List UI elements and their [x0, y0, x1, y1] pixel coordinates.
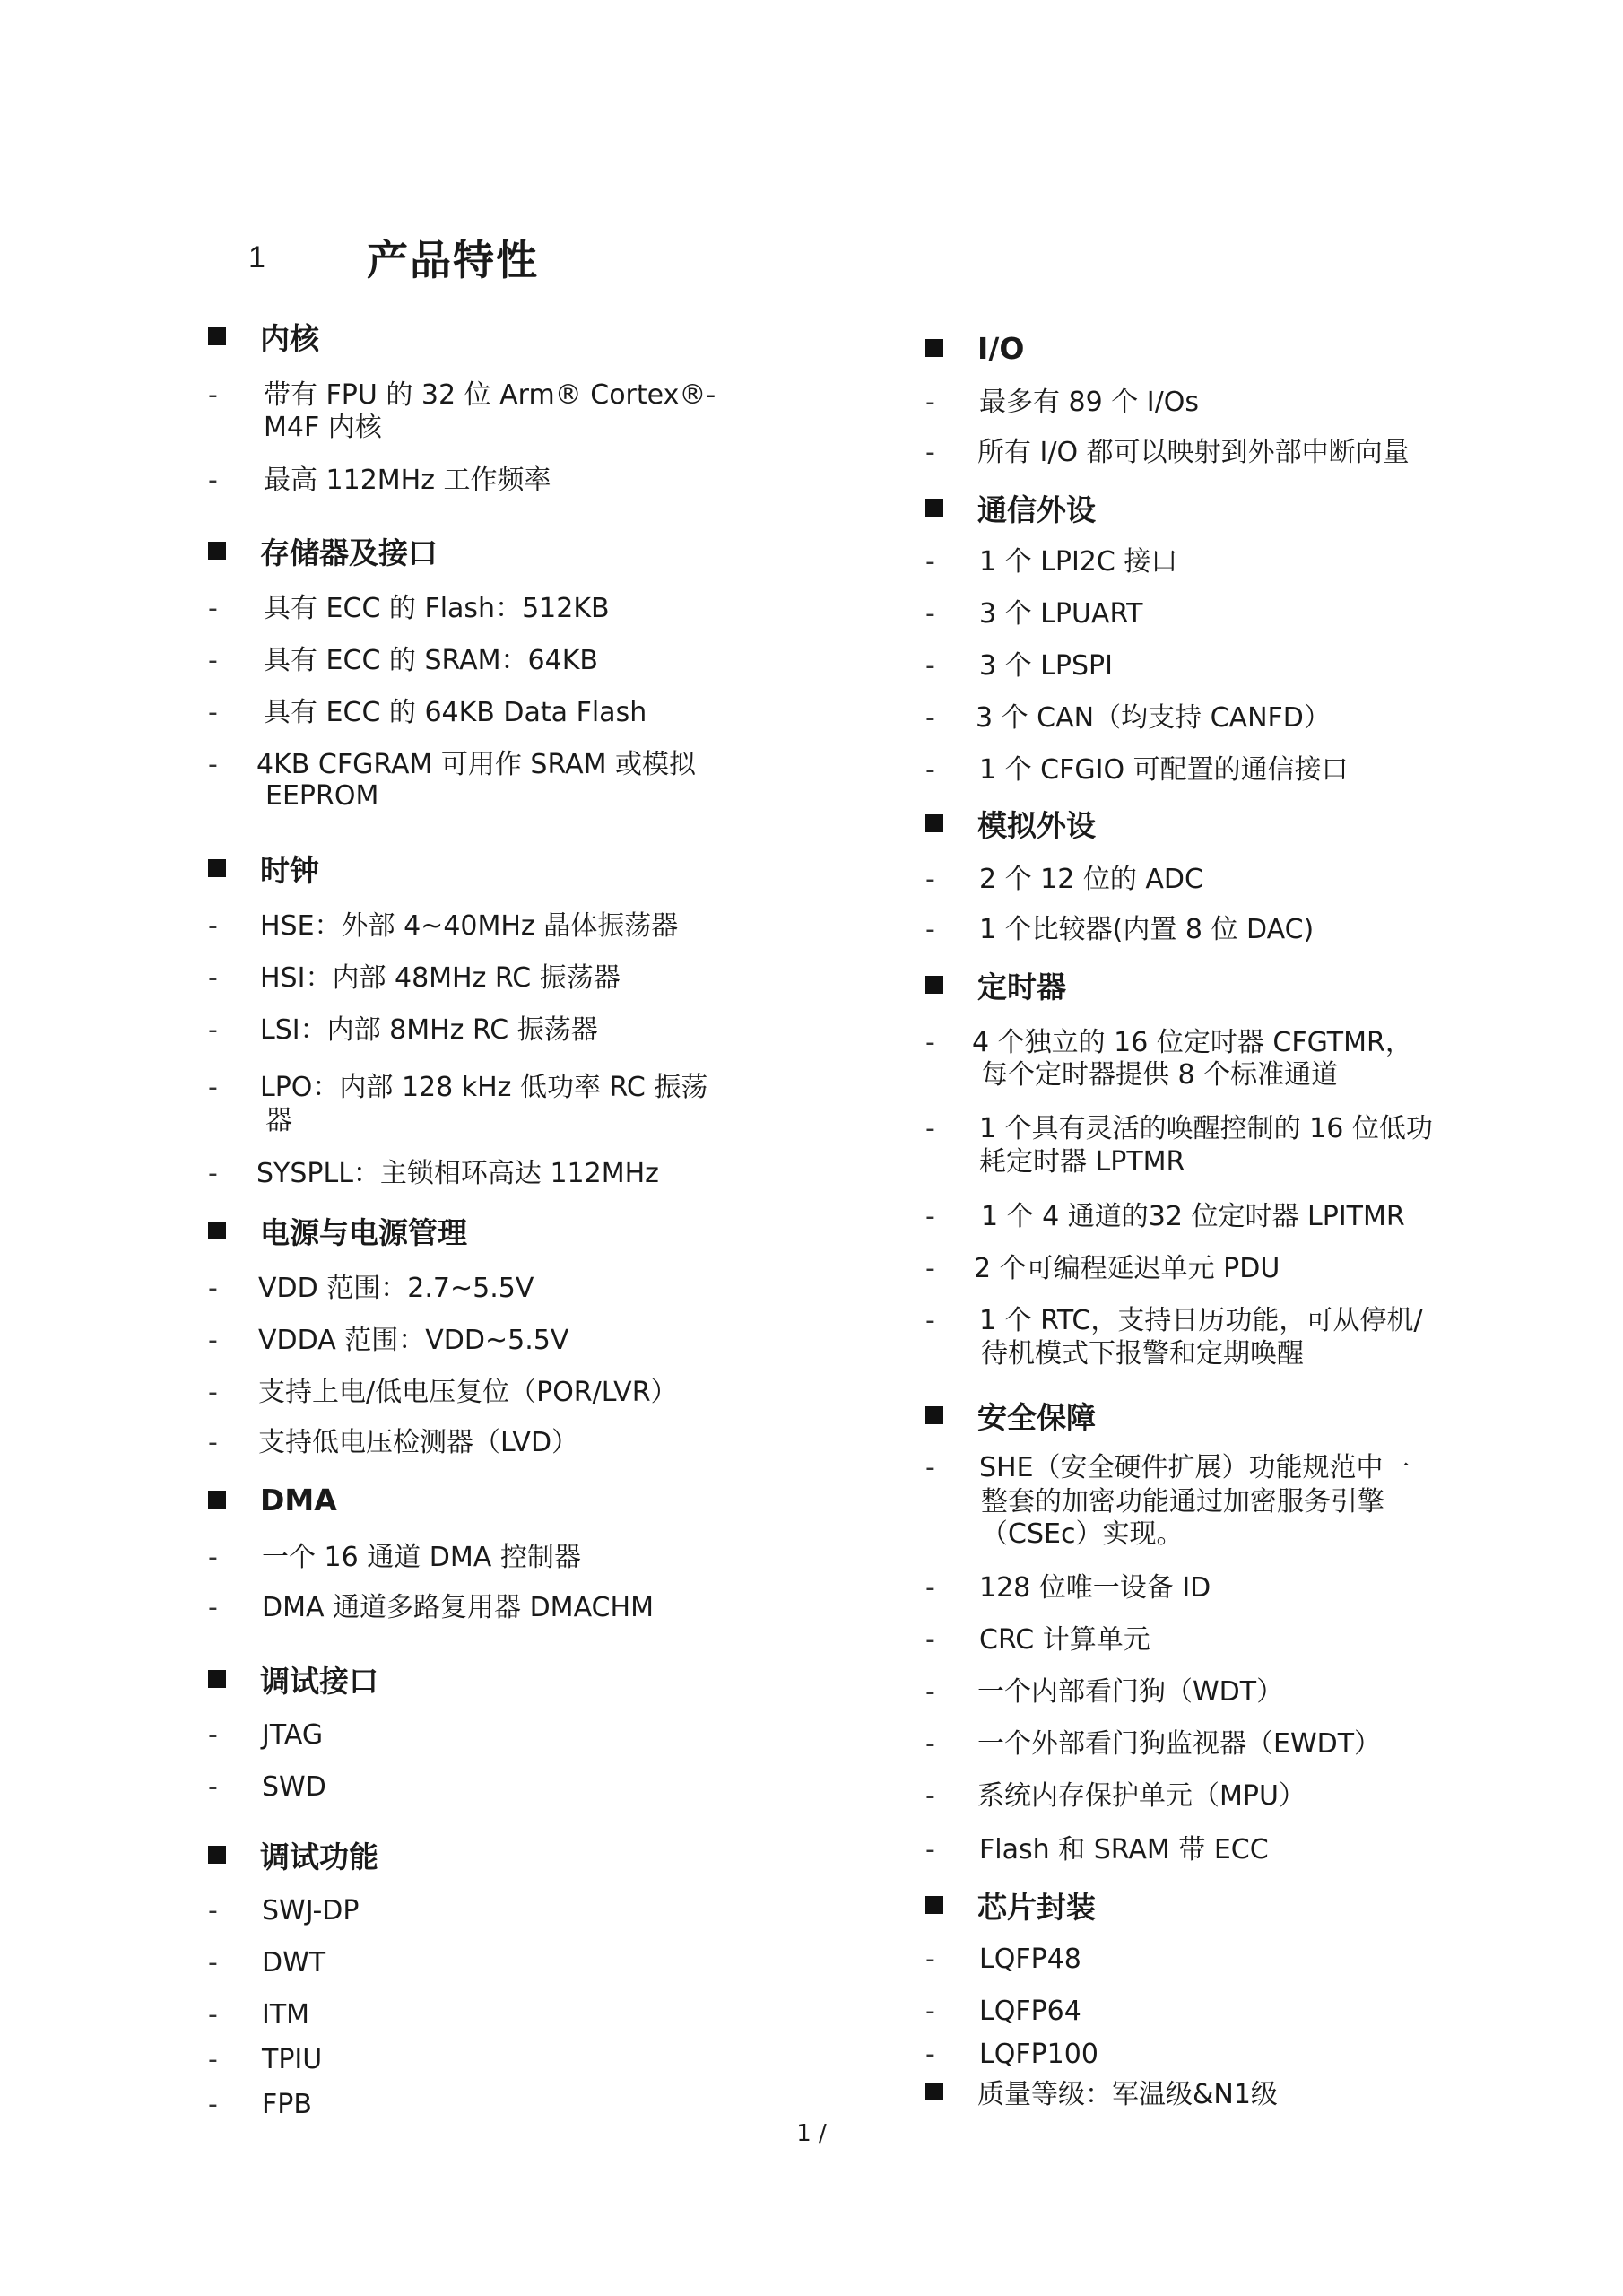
title-number: 1: [248, 239, 265, 274]
square-bullet-icon: [925, 1896, 943, 1914]
item-text: M4F 内核: [264, 412, 382, 443]
dash-marker: -: [925, 1996, 935, 2027]
item-text: 128 位唯一设备 ID: [979, 1572, 1211, 1604]
section-title: 时钟: [260, 852, 319, 888]
dash-marker: -: [208, 1377, 218, 1408]
dash-marker: -: [208, 1158, 218, 1189]
item-text: 支持低电压检测器（LVD）: [258, 1427, 579, 1458]
dash-marker: -: [208, 1592, 218, 1623]
section-title: 模拟外设: [977, 807, 1096, 843]
item-text: 待机模式下报警和定期唤醒: [981, 1338, 1304, 1370]
section-title: 安全保障: [977, 1399, 1096, 1435]
section-quality: [925, 2072, 1278, 2111]
square-bullet-icon: [925, 814, 943, 832]
item-text: LSI：内部 8MHz RC 振荡器: [260, 1014, 598, 1046]
item-text: 最高 112MHz 工作频率: [264, 465, 551, 496]
section-power: [208, 1211, 467, 1250]
item-text: 每个定时器提供 8 个标准通道: [981, 1059, 1339, 1091]
dash-marker: -: [925, 754, 935, 786]
item-text: CRC 计算单元: [979, 1624, 1150, 1656]
section-title: 存储器及接口: [260, 535, 438, 570]
item-text: FPB: [262, 2089, 312, 2120]
square-bullet-icon: [925, 499, 943, 517]
section-package: [925, 1885, 1096, 1925]
section-memory: [208, 531, 438, 570]
item-text: JTAG: [262, 1719, 324, 1751]
dash-marker: -: [208, 1895, 218, 1926]
dash-marker: -: [208, 2044, 218, 2075]
dash-marker: -: [925, 1780, 935, 1812]
item-text: SWD: [262, 1771, 326, 1803]
item-text: 1 个比较器(内置 8 位 DAC): [979, 914, 1315, 945]
dash-marker: -: [925, 1944, 935, 1975]
dash-marker: -: [208, 1771, 218, 1803]
dash-marker: -: [925, 1676, 935, 1708]
dash-marker: -: [208, 1273, 218, 1304]
item-text: HSE：外部 4~40MHz 晶体振荡器: [260, 910, 679, 942]
page-number: 1 /: [796, 2120, 827, 2147]
section-title: 调试功能: [260, 1839, 378, 1874]
item-text: 具有 ECC 的 64KB Data Flash: [264, 697, 647, 728]
item-text: LQFP100: [979, 2039, 1098, 2070]
item-text: 3 个 CAN（均支持 CANFD）: [976, 702, 1331, 734]
dash-marker: -: [208, 1542, 218, 1573]
item-text: 2 个可编程延迟单元 PDU: [974, 1253, 1280, 1284]
dash-marker: -: [925, 1728, 935, 1760]
section-title: 内核: [260, 320, 319, 356]
dash-marker: -: [925, 1834, 935, 1866]
quality-grade-text: 质量等级：军温级&N1级: [977, 2079, 1278, 2110]
item-text: 1 个 CFGIO 可配置的通信接口: [979, 754, 1349, 786]
dash-marker: -: [925, 546, 935, 578]
square-bullet-icon: [925, 2083, 943, 2100]
section-timer: [925, 965, 1066, 1004]
item-text: 一个 16 通道 DMA 控制器: [262, 1542, 581, 1573]
section-clock: [208, 848, 319, 888]
square-bullet-icon: [208, 859, 226, 877]
item-text: 器: [265, 1105, 292, 1136]
section-communication: [925, 488, 1096, 527]
item-text: 一个内部看门狗（WDT）: [977, 1676, 1284, 1708]
item-text: SYSPLL：主锁相环高达 112MHz: [256, 1158, 659, 1189]
item-text: 1 个 4 通道的32 位定时器 LPITMR: [981, 1201, 1405, 1232]
dash-marker: -: [925, 1572, 935, 1604]
item-text: SWJ-DP: [262, 1895, 360, 1926]
section-title: 通信外设: [977, 491, 1096, 527]
dash-marker: -: [208, 1999, 218, 2031]
dash-marker: -: [208, 1325, 218, 1356]
square-bullet-icon: [208, 1222, 226, 1239]
item-text: 系统内存保护单元（MPU）: [977, 1780, 1306, 1812]
section-io: [925, 328, 1024, 368]
section-debug-function: [208, 1835, 378, 1874]
dash-marker: -: [208, 749, 218, 780]
dash-marker: -: [208, 379, 218, 411]
item-text: SHE（安全硬件扩展）功能规范中一: [979, 1452, 1410, 1483]
item-text: ITM: [262, 1999, 310, 2031]
dash-marker: -: [925, 437, 935, 468]
dash-marker: -: [925, 1113, 935, 1144]
dash-marker: -: [208, 697, 218, 728]
dash-marker: -: [208, 1947, 218, 1979]
section-title: DMA: [260, 1482, 337, 1518]
item-text: DWT: [262, 1947, 326, 1979]
item-text: LPO：内部 128 kHz 低功率 RC 振荡: [260, 1072, 708, 1103]
section-title: 调试接口: [260, 1663, 378, 1699]
dash-marker: -: [925, 1452, 935, 1483]
dash-marker: -: [925, 1253, 935, 1284]
section-title: 电源与电源管理: [260, 1214, 467, 1250]
section-dma: [208, 1480, 337, 1519]
item-text: 一个外部看门狗监视器（EWDT）: [977, 1728, 1382, 1760]
item-text: LQFP64: [979, 1996, 1081, 2027]
section-title: 定时器: [977, 969, 1066, 1004]
section-title: I/O: [977, 330, 1025, 366]
item-text: HSI：内部 48MHz RC 振荡器: [260, 962, 621, 994]
item-text: 3 个 LPSPI: [979, 650, 1113, 682]
item-text: 4 个独立的 16 位定时器 CFGTMR，: [972, 1027, 1412, 1058]
page-title: [248, 226, 539, 289]
section-security: [925, 1396, 1096, 1435]
item-text: EEPROM: [265, 780, 379, 812]
dash-marker: -: [208, 465, 218, 496]
dash-marker: -: [925, 1027, 935, 1058]
item-text: LQFP48: [979, 1944, 1081, 1975]
square-bullet-icon: [208, 542, 226, 560]
item-text: TPIU: [262, 2044, 323, 2075]
section-debug-interface: [208, 1659, 378, 1699]
item-text: 1 个具有灵活的唤醒控制的 16 位低功: [979, 1113, 1433, 1144]
item-text: 1 个 RTC，支持日历功能，可从停机/: [979, 1305, 1423, 1336]
square-bullet-icon: [208, 1846, 226, 1864]
square-bullet-icon: [208, 1670, 226, 1688]
item-text: Flash 和 SRAM 带 ECC: [979, 1834, 1269, 1866]
section-title: 芯片封装: [977, 1889, 1096, 1925]
item-text: 具有 ECC 的 SRAM：64KB: [264, 645, 598, 676]
section-core: [208, 317, 319, 356]
square-bullet-icon: [925, 1406, 943, 1424]
title-text: 产品特性: [367, 236, 539, 284]
item-text: 带有 FPU 的 32 位 Arm® Cortex®-: [264, 379, 716, 411]
item-text: 最多有 89 个 I/Os: [979, 387, 1199, 418]
dash-marker: -: [925, 650, 935, 682]
dash-marker: -: [925, 598, 935, 630]
dash-marker: -: [208, 2089, 218, 2120]
square-bullet-icon: [925, 339, 943, 357]
item-text: 2 个 12 位的 ADC: [979, 864, 1203, 895]
dash-marker: -: [208, 1719, 218, 1751]
dash-marker: -: [925, 864, 935, 895]
item-text: 所有 I/O 都可以映射到外部中断向量: [977, 437, 1410, 468]
dash-marker: -: [925, 1201, 935, 1232]
item-text: DMA 通道多路复用器 DMACHM: [262, 1592, 654, 1623]
item-text: 4KB CFGRAM 可用作 SRAM 或模拟: [256, 749, 697, 780]
dash-marker: -: [208, 910, 218, 942]
item-text: （CSEc）实现。: [981, 1518, 1184, 1550]
item-text: 支持上电/低电压复位（POR/LVR）: [258, 1377, 678, 1408]
section-analog: [925, 804, 1096, 843]
dash-marker: -: [925, 2039, 935, 2070]
dash-marker: -: [208, 1427, 218, 1458]
square-bullet-icon: [208, 1491, 226, 1509]
dash-marker: -: [208, 593, 218, 624]
dash-marker: -: [208, 1014, 218, 1046]
square-bullet-icon: [208, 327, 226, 345]
dash-marker: -: [925, 702, 935, 734]
dash-marker: -: [208, 962, 218, 994]
square-bullet-icon: [925, 976, 943, 994]
item-text: 具有 ECC 的 Flash：512KB: [264, 593, 610, 624]
item-text: 3 个 LPUART: [979, 598, 1143, 630]
dash-marker: -: [208, 645, 218, 676]
item-text: 1 个 LPI2C 接口: [979, 546, 1178, 578]
item-text: 耗定时器 LPTMR: [979, 1146, 1185, 1178]
item-text: 整套的加密功能通过加密服务引擎: [981, 1486, 1384, 1518]
dash-marker: -: [925, 1624, 935, 1656]
dash-marker: -: [925, 1305, 935, 1336]
item-text: VDDA 范围：VDD~5.5V: [258, 1325, 569, 1356]
dash-marker: -: [925, 387, 935, 418]
dash-marker: -: [208, 1072, 218, 1103]
dash-marker: -: [925, 914, 935, 945]
item-text: VDD 范围：2.7~5.5V: [258, 1273, 534, 1304]
